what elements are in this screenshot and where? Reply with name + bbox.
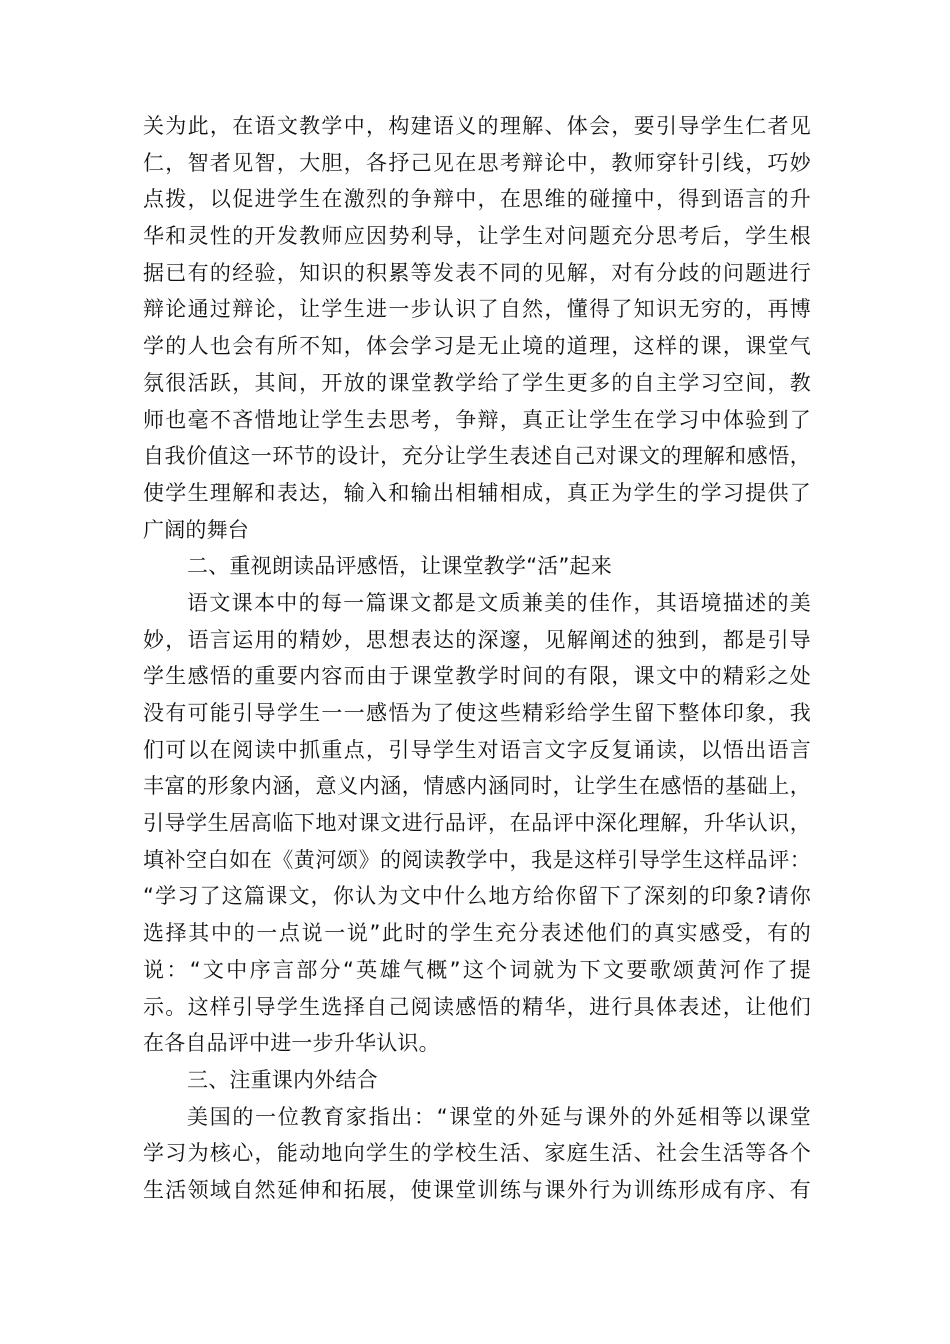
text-line: 点拨，以促进学生在激烈的争辩中，在思维的碰撞中，得到语言的升 bbox=[143, 187, 811, 212]
text-line: 妙，语言运用的精妙，思想表达的深邃，见解阐述的独到，都是引导 bbox=[143, 627, 811, 652]
text-line: 关为此，在语文教学中，构建语义的理解、体会，要引导学生仁者见 bbox=[143, 114, 811, 138]
section-heading: 二、重视朗读品评感悟，让课堂教学“活”起来 bbox=[187, 554, 612, 579]
text-line: 们可以在阅读中抓重点，引导学生对语言文字反复诵读，以悟出语言 bbox=[143, 737, 811, 762]
text-line: 师也毫不吝惜地让学生去思考，争辩，真正让学生在学习中体验到了 bbox=[143, 407, 811, 432]
text-line: 仁，智者见智，大胆，各抒己见在思考辩论中，教师穿针引线，巧妙 bbox=[143, 150, 811, 175]
text-line: 学习为核心，能动地向学生的学校生活、家庭生活、社会生活等各个 bbox=[143, 1141, 811, 1166]
section-heading: 三、注重课内外结合 bbox=[187, 1067, 378, 1092]
text-line: 填补空白如在《黄河颂》的阅读教学中，我是这样引导学生这样品评： bbox=[143, 847, 811, 872]
text-line: 使学生理解和表达，输入和输出相辅相成，真正为学生的学习提供了 bbox=[143, 480, 811, 505]
text-line: 华和灵性的开发教师应因势利导，让学生对问题充分思考后，学生根 bbox=[143, 224, 811, 249]
text-line: “学习了这篇课文，你认为文中什么地方给你留下了深刻的印象?请你 bbox=[143, 884, 811, 909]
text-line: 辩论通过辩论，让学生进一步认识了自然，懂得了知识无穷的，再博 bbox=[143, 297, 811, 322]
text-line: 说：“文中序言部分“英雄气概”这个词就为下文要歌颂黄河作了提 bbox=[143, 957, 811, 982]
document-body bbox=[143, 108, 811, 1209]
text-line: 在各自品评中进一步升华认识。 bbox=[143, 1031, 440, 1056]
text-line: 生活领域自然延伸和拓展，使课堂训练与课外行为训练形成有序、有 bbox=[143, 1177, 811, 1202]
text-line: 没有可能引导学生一一感悟为了使这些精彩给学生留下整体印象，我 bbox=[143, 701, 811, 725]
text-line: 广阔的舞台 bbox=[143, 517, 249, 542]
text-line: 学的人也会有所不知，体会学习是无止境的道理，这样的课，课堂气 bbox=[143, 334, 811, 359]
text-line: 引导学生居高临下地对课文进行品评，在品评中深化理解，升华认识， bbox=[143, 811, 811, 836]
text-line: 示。这样引导学生选择自己阅读感悟的精华，进行具体表述，让他们 bbox=[143, 994, 811, 1019]
text-line: 美国的一位教育家指出：“课堂的外延与课外的外延相等以课堂 bbox=[187, 1104, 811, 1129]
text-line: 学生感悟的重要内容而由于课堂教学时间的有限，课文中的精彩之处 bbox=[143, 664, 811, 689]
text-line: 选择其中的一点说一说”此时的学生充分表述他们的真实感受，有的 bbox=[143, 921, 811, 946]
text-line: 据已有的经验，知识的积累等发表不同的见解，对有分歧的问题进行 bbox=[143, 260, 811, 285]
text-line: 自我价值这一环节的设计，充分让学生表述自己对课文的理解和感悟， bbox=[143, 444, 811, 469]
text-line: 丰富的形象内涵，意义内涵，情感内涵同时，让学生在感悟的基础上， bbox=[143, 774, 811, 799]
text-line: 氛很活跃，其间，开放的课堂教学给了学生更多的自主学习空间，教 bbox=[143, 370, 811, 395]
text-line: 语文课本中的每一篇课文都是文质兼美的佳作，其语境描述的美 bbox=[187, 590, 811, 615]
